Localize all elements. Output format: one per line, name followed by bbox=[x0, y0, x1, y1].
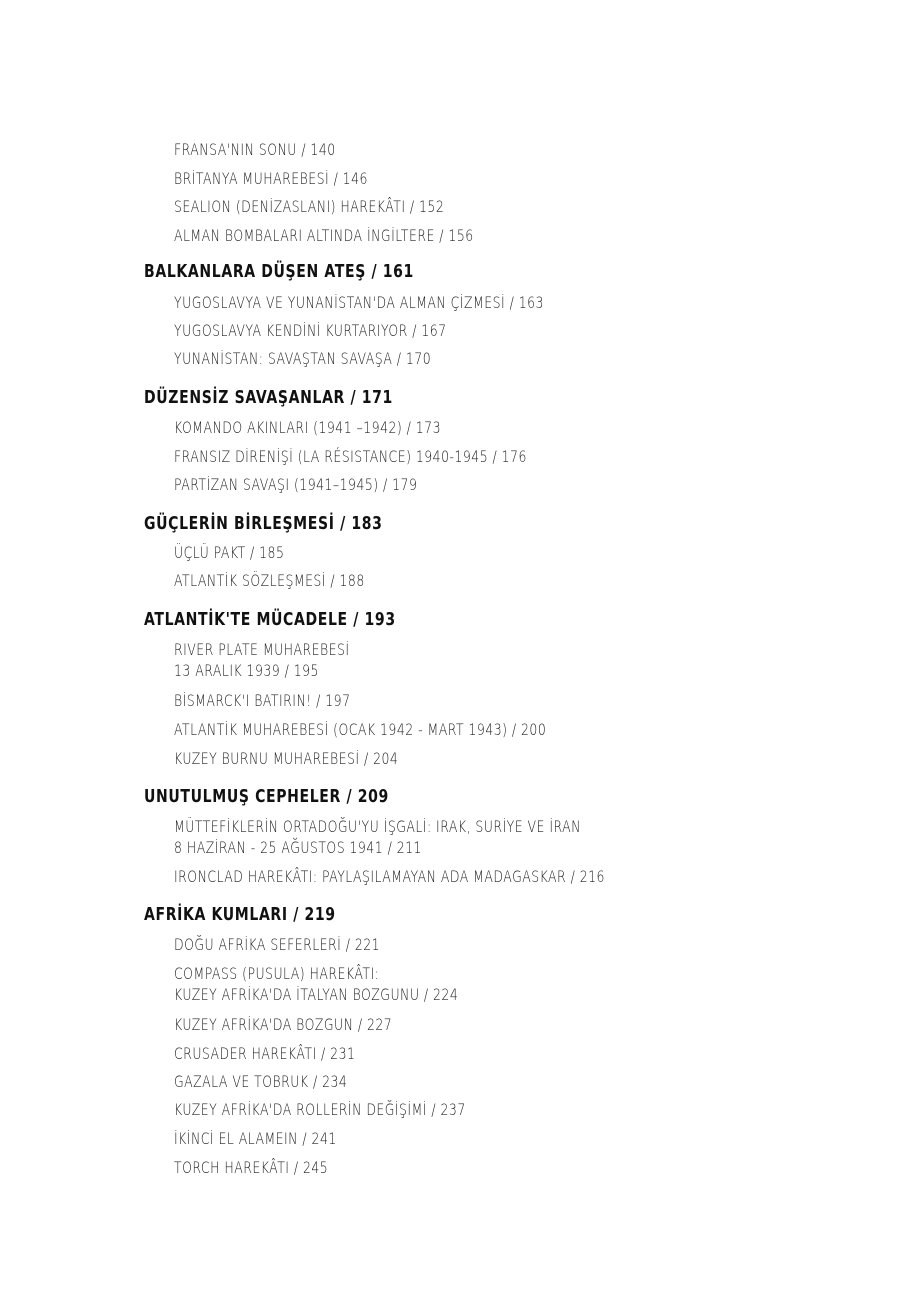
toc-entry: BRİTANYA MUHAREBESİ / 146 bbox=[174, 169, 368, 188]
toc-entry: COMPASS (PUSULA) HAREKÂTI: KUZEY AFRİKA'DA İTALYAN BOZGUNU / 224 bbox=[174, 964, 459, 1004]
toc-entry: ALMAN BOMBALARI ALTINDA İNGİLTERE / 156 bbox=[174, 226, 474, 245]
toc-entry: ÜÇLÜ PAKT / 185 bbox=[174, 543, 285, 562]
toc-entry: GAZALA VE TOBRUK / 234 bbox=[174, 1072, 348, 1091]
toc-entry: YUGOSLAVYA KENDİNİ KURTARIYOR / 167 bbox=[174, 321, 447, 340]
toc-entry: ATLANTİK SÖZLEŞMESİ / 188 bbox=[174, 571, 365, 590]
toc-entry: RIVER PLATE MUHAREBESİ 13 ARALIK 1939 / 195 bbox=[174, 640, 350, 680]
toc-entry: KUZEY AFRİKA'DA BOZGUN / 227 bbox=[174, 1015, 393, 1034]
section-heading: GÜÇLERİN BİRLEŞMESİ / 183 bbox=[144, 513, 383, 534]
toc-entry: CRUSADER HAREKÂTI / 231 bbox=[174, 1044, 356, 1063]
toc-entry: PARTİZAN SAVAŞI (1941–1945) / 179 bbox=[174, 475, 418, 494]
toc-entry: KUZEY BURNU MUHAREBESİ / 204 bbox=[174, 749, 399, 768]
toc-entry: BİSMARCK'I BATIRIN! / 197 bbox=[174, 691, 351, 710]
toc-entry: ATLANTİK MUHAREBESİ (OCAK 1942 - MART 1943) / 200 bbox=[174, 720, 547, 739]
toc-entry: YUGOSLAVYA VE YUNANİSTAN'DA ALMAN ÇİZMESİ / 163 bbox=[174, 293, 544, 312]
toc-entry: KOMANDO AKINLARI (1941 –1942) / 173 bbox=[174, 418, 442, 437]
toc-entry: YUNANİSTAN: SAVAŞTAN SAVAŞA / 170 bbox=[174, 349, 432, 368]
section-heading: ATLANTİK'TE MÜCADELE / 193 bbox=[144, 609, 396, 630]
section-heading: AFRİKA KUMLARI / 219 bbox=[144, 904, 336, 925]
toc-entry: SEALION (DENİZASLANI) HAREKÂTI / 152 bbox=[174, 197, 445, 216]
toc-entry: IRONCLAD HAREKÂTI: PAYLAŞILAMAYAN ADA MADAGASKAR / 216 bbox=[174, 867, 605, 886]
toc-entry: DOĞU AFRİKA SEFERLERİ / 221 bbox=[174, 935, 381, 954]
toc-entry: KUZEY AFRİKA'DA ROLLERİN DEĞİŞİMİ / 237 bbox=[174, 1100, 466, 1119]
toc-entry: TORCH HAREKÂTI / 245 bbox=[174, 1158, 329, 1177]
section-heading: DÜZENSİZ SAVAŞANLAR / 171 bbox=[144, 387, 393, 408]
toc-entry: FRANSA'NIN SONU / 140 bbox=[174, 140, 336, 159]
section-heading: BALKANLARA DÜŞEN ATEŞ / 161 bbox=[144, 261, 414, 282]
toc-entry: MÜTTEFİKLERİN ORTADOĞU'YU İŞGALİ: IRAK, SURİYE VE İRAN 8 HAZİRAN - 25 AĞUSTOS 1941 / 211 bbox=[174, 817, 581, 857]
toc-entry: FRANSIZ DİRENİŞİ (LA RÉSISTANCE) 1940-1945 / 176 bbox=[174, 447, 527, 466]
section-heading: UNUTULMUŞ CEPHELER / 209 bbox=[144, 786, 389, 807]
toc-entry: İKİNCİ EL ALAMEIN / 241 bbox=[174, 1129, 337, 1148]
